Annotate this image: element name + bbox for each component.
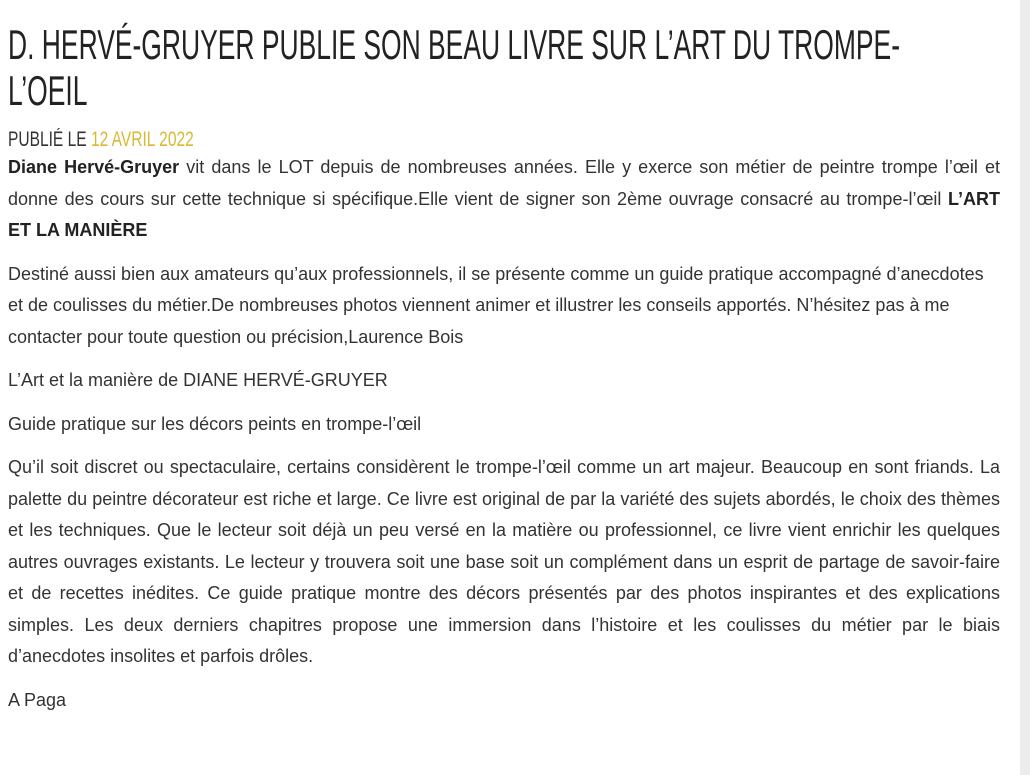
paragraph-book-name: L’Art et la manière de DIANE HERVÉ-GRUYER xyxy=(8,370,388,390)
article-title: D. HERVÉ-GRUYER PUBLIE SON BEAU LIVRE SUR L’ART DU TROMPE-L’OEIL xyxy=(8,21,901,114)
paragraph-intro xyxy=(8,152,1000,247)
article-body xyxy=(8,152,1000,728)
article-header xyxy=(8,22,1008,122)
intro-text: vit dans le LOT depuis de nombreuses années. Elle y exerce son métier de peintre trompe l’œil et donne des cours sur cette technique si spécifique.Elle vient de signer son 2ème ouvrage consacré au trompe-l’œil xyxy=(8,157,1001,209)
paragraph-publisher: A Paga xyxy=(8,689,67,710)
sidebar-strip xyxy=(1020,0,1030,775)
book-title: L’ART ET LA MANIÈRE xyxy=(8,188,1000,240)
paragraph-summary: Qu’il soit discret ou spectaculaire, certains considèrent le trompe-l’œil comme un art majeur. Beaucoup en sont friands. La palette du peintre décorateur est riche et large. Ce livre est original de par la variété des sujets abordés, le choix des thèmes et les techniques. Que le lecteur soit déjà un peu versé en la matière ou professionnel, ce livre vient enrichir les quelques autres ouvrages existants. Le lecteur y trouvera soit une base soit un complément dans un esprit de partage de savoir-faire et de recettes inédites. Ce guide pratique montre des décors présentés par des photos inspirantes et des explications simples. Les deux derniers chapitres propose une immersion dans l’histoire et les coulisses du métier par le biais d’anecdotes insolites et parfois drôles. xyxy=(8,457,1000,666)
paragraph-subtitle: Guide pratique sur les décors peints en trompe-l’œil xyxy=(8,413,422,434)
published-date[interactable]: 12 AVRIL 2022 xyxy=(90,128,194,151)
author-name: Diane Hervé-Gruyer xyxy=(8,157,180,177)
publish-meta xyxy=(8,128,194,152)
paragraph-description: Destiné aussi bien aux amateurs qu’aux professionnels, il se présente comme un guide pratique accompagné d’anecdotes et de coulisses du métier.De nombreuses photos viennent animer et illustrer les conseils apportés. N’hésitez pas à me contacter pour toute question ou précision,Laurence Bois xyxy=(8,263,984,347)
published-label: PUBLIÉ LE xyxy=(8,128,87,151)
